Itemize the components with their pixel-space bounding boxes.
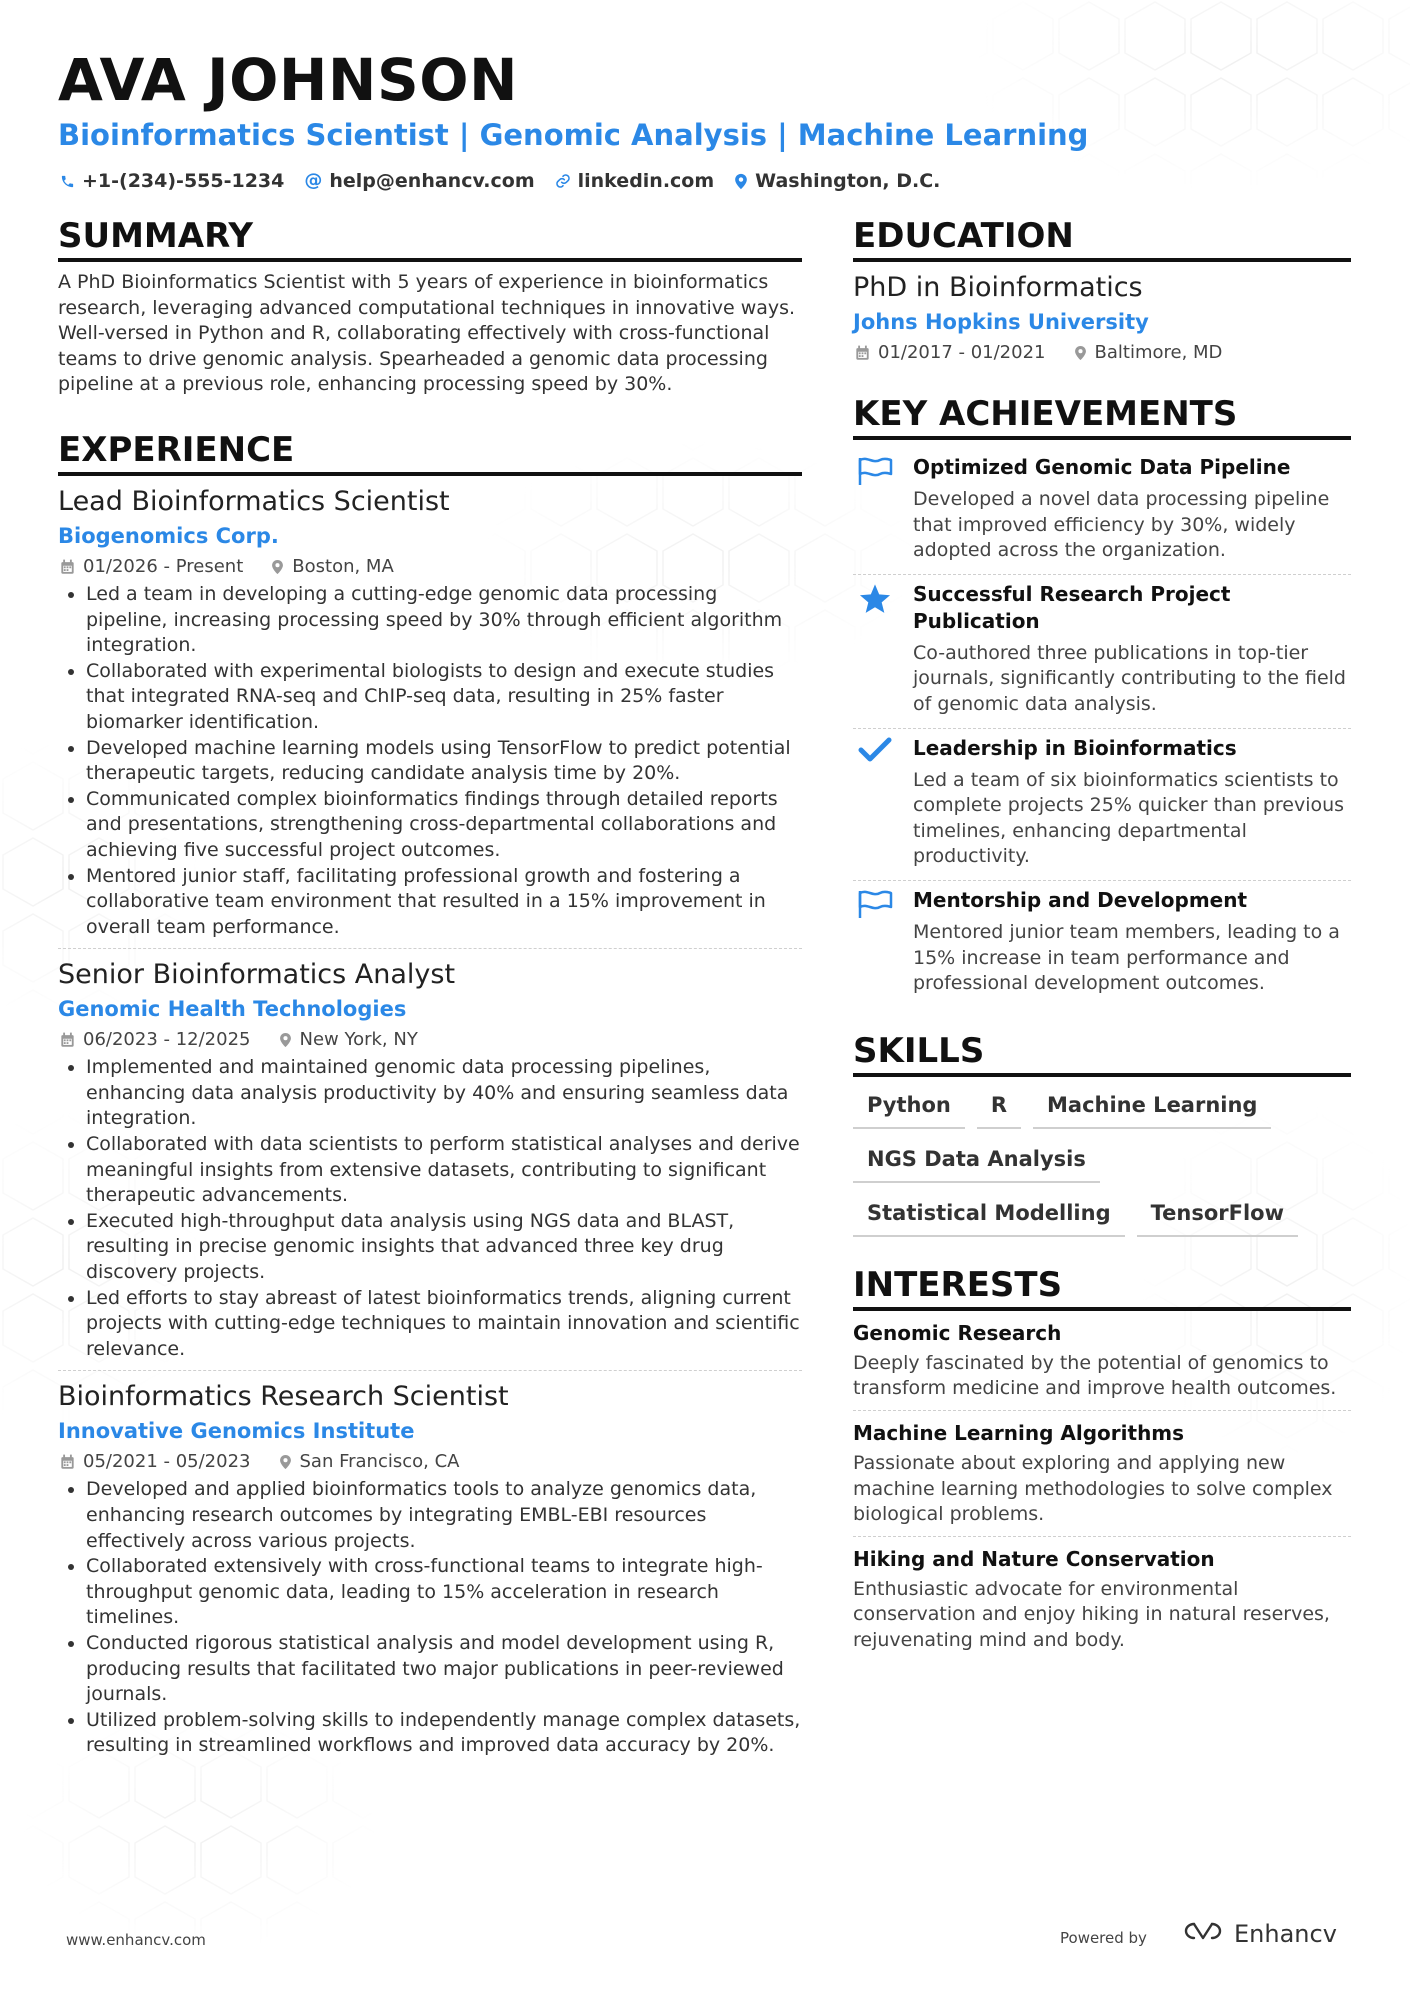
- interest-description: Passionate about exploring and applying new machine learning methodologies to solve complex biological problems.: [853, 1451, 1333, 1526]
- flag-icon: [853, 454, 897, 564]
- company-name: Genomic Health Technologies: [58, 997, 407, 1022]
- contact-location: [734, 166, 940, 196]
- location-pin-icon: [279, 1454, 292, 1470]
- job-dates-text: 05/2021 - 05/2023: [83, 1451, 251, 1473]
- contact-email[interactable]: [304, 166, 534, 196]
- interest-item: [853, 1319, 1351, 1411]
- left-column: [58, 214, 802, 1775]
- job-bullet: • Led a team in developing a cutting-edge genomic data processing pipeline, increasing processing speed by 30% through efficient algorithm integration.: [86, 582, 802, 659]
- achievements-list: [853, 448, 1351, 1007]
- job-meta: [60, 552, 802, 582]
- company-name: Innovative Genomics Institute: [58, 1419, 415, 1444]
- achievement-description: Developed a novel data processing pipeline that improved efficiency by 30%, widely adopted across the organization.: [913, 488, 1330, 562]
- job-bullet: • Executed high-throughput data analysis using NGS data and BLAST, resulting in precise genomic insights that advanced three key drug discovery projects.: [86, 1209, 802, 1286]
- skills-heading: SKILLS: [853, 1029, 1351, 1077]
- job-location: [271, 552, 394, 582]
- job-bullet: • Communicated complex bioinformatics findings through detailed reports and presentations, strengthening cross-departmental collaborations and achieving five successful project outcomes.: [86, 787, 802, 864]
- achievement-item: [853, 881, 1351, 1007]
- interest-title: Genomic Research: [853, 1320, 1062, 1345]
- achievement-item: [853, 729, 1351, 881]
- right-column: [853, 214, 1351, 1669]
- contact-location-text: Washington, D.C.: [755, 170, 941, 192]
- job-bullet: • Collaborated with experimental biologists to design and execute studies that integrated RNA-seq and ChIP-seq data, resulting in 25% faster biomarker identification.: [86, 659, 802, 736]
- calendar-icon: [60, 1454, 75, 1470]
- achievement-item: [853, 575, 1351, 729]
- job-dates-text: 01/2026 - Present: [83, 555, 244, 577]
- job-bullet: • Conducted rigorous statistical analysis and model development using R, producing results that facilitated two major publications in peer-reviewed journals.: [86, 1631, 802, 1708]
- achievement-title: Optimized Genomic Data Pipeline: [913, 455, 1291, 479]
- achievement-description: Mentored junior team members, leading to a 15% increase in team performance and professional development outcomes.: [913, 920, 1340, 995]
- job-meta: [60, 1025, 802, 1055]
- contact-linkedin[interactable]: [555, 166, 715, 196]
- location-pin-icon: [271, 559, 284, 575]
- at-icon: @: [304, 170, 323, 191]
- interests-heading: INTERESTS: [853, 1263, 1351, 1311]
- contact-phone[interactable]: [60, 166, 284, 196]
- skill-tag: Python: [853, 1089, 965, 1129]
- calendar-icon: [855, 345, 870, 361]
- job-bullets: [58, 1477, 802, 1759]
- interest-description: Deeply fascinated by the potential of genomics to transform medicine and improve health outcomes.: [853, 1351, 1337, 1400]
- skill-tag: TensorFlow: [1137, 1197, 1298, 1237]
- enhancv-logo-icon: [1180, 1920, 1226, 1948]
- phone-icon: [60, 174, 75, 189]
- skill-tag: Statistical Modelling: [853, 1197, 1125, 1237]
- footer-brand[interactable]: [1180, 1920, 1337, 1948]
- education-location-text: Baltimore, MD: [1094, 342, 1223, 363]
- link-icon: [555, 173, 571, 189]
- skill-tag: NGS Data Analysis: [853, 1143, 1100, 1183]
- skills-list: [853, 1085, 1303, 1237]
- job-bullet: • Collaborated with data scientists to perform statistical analyses and derive meaningful insights from extensive datasets, contributing to significant therapeutic advancements.: [86, 1132, 802, 1209]
- job-title: Senior Bioinformatics Analyst: [58, 959, 456, 991]
- contact-linkedin-text: linkedin.com: [577, 170, 715, 192]
- interest-title: Machine Learning Algorithms: [853, 1420, 1185, 1445]
- summary-heading: SUMMARY: [58, 214, 802, 262]
- candidate-title: Bioinformatics Scientist | Genomic Analysis | Machine Learning: [58, 118, 1089, 152]
- job-dates: [60, 552, 243, 582]
- job-location: [279, 1447, 460, 1477]
- location-pin-icon: [1074, 345, 1087, 361]
- achievement-title: Successful Research Project Publication: [913, 581, 1231, 633]
- achievement-description: Led a team of six bioinformatics scientists to complete projects 25% quicker than previous timelines, enhancing departmental productivity.: [913, 768, 1345, 868]
- location-pin-icon: [279, 1032, 292, 1048]
- education-meta: [855, 338, 1351, 368]
- achievement-title: Mentorship and Development: [913, 887, 1248, 912]
- contact-bar: [60, 166, 940, 196]
- job-title: Lead Bioinformatics Scientist: [58, 485, 450, 517]
- skill-tag: R: [977, 1089, 1021, 1129]
- job-bullet: • Mentored junior staff, facilitating professional growth and fostering a collaborative team environment that resulted in a 15% improvement in overall team performance.: [86, 864, 802, 941]
- job-bullet: • Developed machine learning models using TensorFlow to predict potential therapeutic targets, reducing candidate analysis time by 20%.: [86, 736, 802, 787]
- degree-title: PhD in Bioinformatics: [853, 272, 1143, 303]
- achievements-heading: KEY ACHIEVEMENTS: [853, 392, 1351, 440]
- job-dates: [60, 1447, 251, 1477]
- achievement-title: Leadership in Bioinformatics: [913, 735, 1237, 760]
- job-bullet: • Developed and applied bioinformatics tools to analyze genomics data, enhancing research outcomes by integrating EMBL-EBI resources effectively across various projects.: [86, 1477, 802, 1554]
- job-dates-text: 06/2023 - 12/2025: [83, 1029, 251, 1051]
- job-location-text: New York, NY: [299, 1029, 418, 1051]
- job-meta: [60, 1447, 802, 1477]
- interest-item: [853, 1419, 1351, 1537]
- location-pin-icon: [734, 173, 748, 190]
- experience-heading: EXPERIENCE: [58, 428, 802, 476]
- job-location-text: San Francisco, CA: [299, 1451, 460, 1473]
- summary-text: A PhD Bioinformatics Scientist with 5 years of experience in bioinformatics research, leveraging advanced computational techniques in innovative ways. Well-versed in Python and R, collaborating effectively with cross-functional teams to drive genomic analysis. Spearheaded a genomic data processing pipeline at a previous role, enhancing processing speed by 30%.: [58, 271, 796, 396]
- checkmark-icon: [853, 735, 897, 870]
- education-dates-text: 01/2017 - 01/2021: [878, 342, 1046, 363]
- job-entry: [58, 1379, 802, 1767]
- job-bullet: • Implemented and maintained genomic data processing pipelines, enhancing data analysis productivity by 40% and ensuring seamless data integration.: [86, 1055, 802, 1132]
- footer-website-link[interactable]: www.enhancv.com: [66, 1931, 206, 1949]
- contact-email-text: help@enhancv.com: [329, 170, 535, 192]
- interests-list: [853, 1319, 1351, 1662]
- skill-tag: Machine Learning: [1033, 1089, 1271, 1129]
- candidate-name: AVA JOHNSON: [58, 46, 519, 114]
- job-title: Bioinformatics Research Scientist: [58, 1381, 509, 1413]
- calendar-icon: [60, 559, 75, 575]
- calendar-icon: [60, 1032, 75, 1048]
- job-bullet: • Utilized problem-solving skills to independently manage complex datasets, resulting in streamlined workflows and improved data accuracy by 20%.: [86, 1708, 802, 1759]
- footer-brand-name: Enhancv: [1234, 1920, 1337, 1948]
- education-heading: EDUCATION: [853, 214, 1351, 262]
- job-bullets: [58, 582, 802, 940]
- achievement-item: [853, 448, 1351, 575]
- job-entry: [58, 484, 802, 949]
- interest-title: Hiking and Nature Conservation: [853, 1546, 1215, 1571]
- company-name: Biogenomics Corp.: [58, 523, 279, 548]
- job-location-text: Boston, MA: [292, 555, 394, 577]
- education-dates: [855, 338, 1046, 368]
- interest-item: [853, 1545, 1351, 1662]
- job-bullets: [58, 1055, 802, 1362]
- star-icon: [853, 581, 897, 718]
- education-location: [1074, 338, 1223, 368]
- contact-phone-text: +1-(234)-555-1234: [82, 170, 285, 192]
- achievement-description: Co-authored three publications in top-tier journals, significantly contributing to the field of genomic data analysis.: [913, 641, 1346, 715]
- job-bullet: • Led efforts to stay abreast of latest bioinformatics trends, aligning current projects with cutting-edge techniques to maintain innovation and scientific relevance.: [86, 1286, 802, 1363]
- flag-icon: [853, 887, 897, 997]
- footer-powered-by: Powered by: [1060, 1929, 1147, 1947]
- job-bullet: • Collaborated extensively with cross-functional teams to integrate high-throughput genomic data, leading to 15% acceleration in research timelines.: [86, 1554, 802, 1631]
- job-entry: [58, 957, 802, 1371]
- interest-description: Enthusiastic advocate for environmental conservation and enjoy hiking in natural reserves, rejuvenating mind and body.: [853, 1577, 1330, 1651]
- job-dates: [60, 1025, 251, 1055]
- job-location: [279, 1025, 418, 1055]
- school-name: Johns Hopkins University: [853, 310, 1149, 334]
